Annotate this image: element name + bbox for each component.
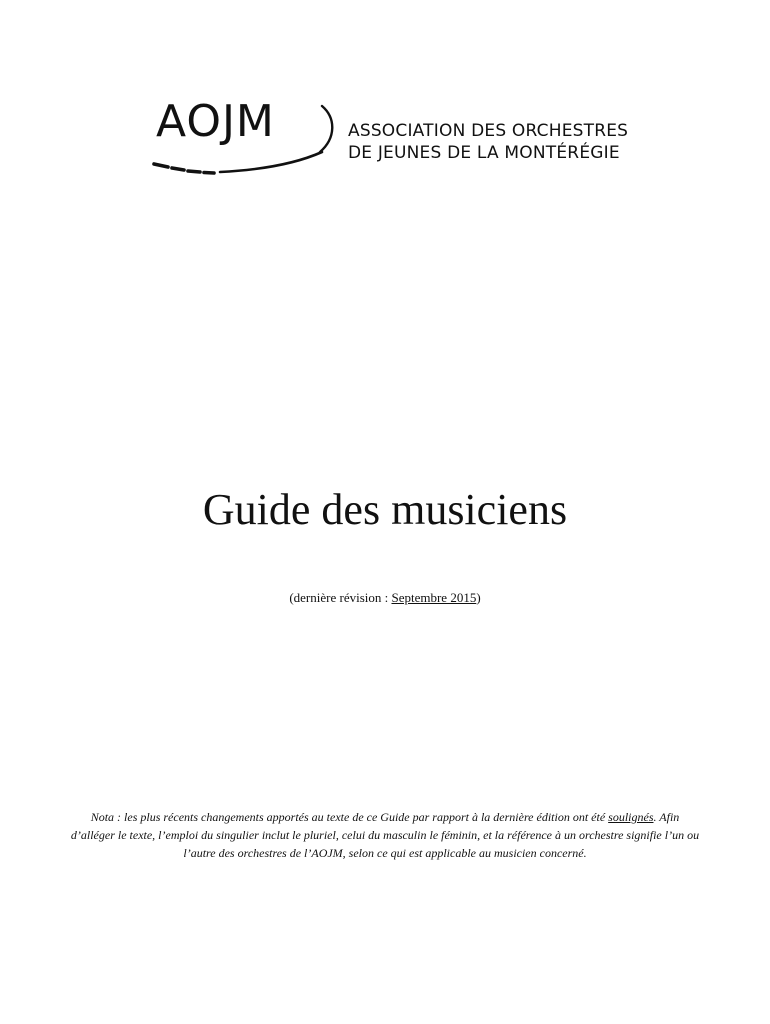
- aojm-logo: [146, 96, 629, 186]
- logo-org-line-1: ASSOCIATION DES ORCHESTRES: [348, 121, 629, 141]
- note-text-part-1: Nota : les plus récents changements apportés au texte de ce Guide par rapport à la dernière édition ont été: [90, 810, 609, 824]
- revision-date: Septembre 2015: [391, 590, 477, 605]
- logo-organization-name: [348, 120, 628, 164]
- revision-suffix: ): [476, 590, 481, 605]
- note-underlined-word: soulignés: [608, 810, 654, 824]
- revision-prefix: (dernière révision :: [289, 590, 392, 605]
- logo-swoosh-icon: [150, 96, 340, 180]
- logo-acronym: AOJM: [156, 96, 275, 147]
- document-title: Guide des musiciens: [202, 485, 568, 534]
- editorial-note: [70, 808, 700, 862]
- revision-line: [0, 589, 770, 607]
- note-text-part-2: . Afin d’alléger le texte, l’emploi du singulier inclut le pluriel, celui du masculin le féminin, et la référence à un orchestre signifie l’un ou l’autre des orchestres de l’AOJM, selon ce qui est applicable au musicien concerné.: [70, 810, 700, 860]
- logo-mark: [150, 96, 340, 180]
- logo-org-line-2: DE JEUNES DE LA MONTÉRÉGIE: [348, 143, 620, 163]
